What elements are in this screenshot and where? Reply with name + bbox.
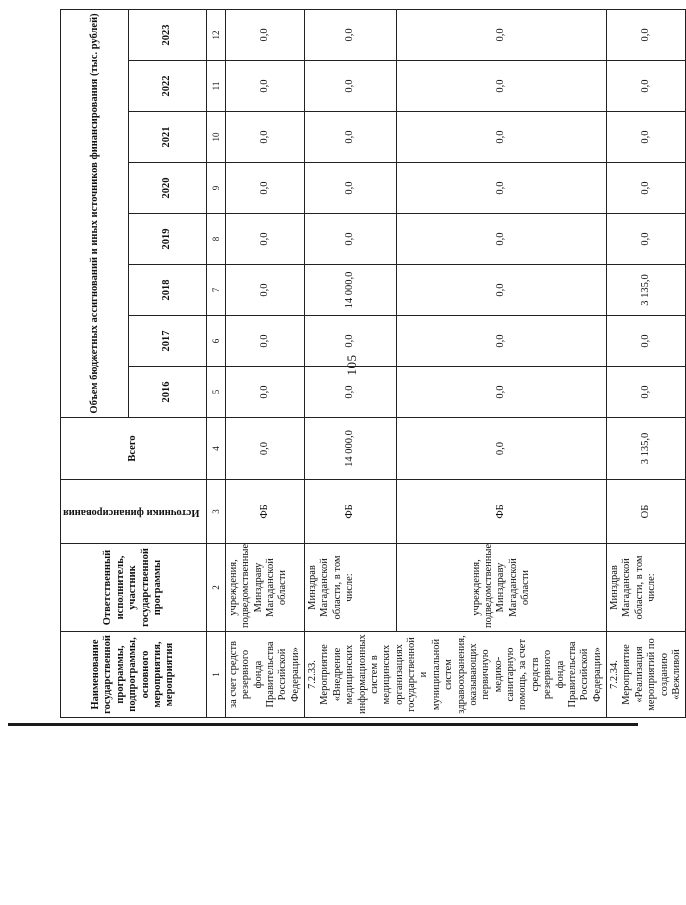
row-source: ФБ — [305, 480, 397, 544]
row-name: 7.2.33. Мероприятие «Внедрение медицинских информационных систем в медицинских организациях государственной и муниципальной систем здравоохранения, оказывающих первичную медико-санитарную помощь, за счет средств резервного фонда Правительства Российской Федерации» — [305, 632, 607, 718]
row-value: 0,0 — [397, 367, 607, 418]
row-value: 0,0 — [225, 265, 304, 316]
row-value: 14 000,0 — [305, 265, 397, 316]
row-source: ФБ — [397, 480, 607, 544]
row-value: 0,0 — [397, 61, 607, 112]
row-value: 0,0 — [397, 265, 607, 316]
row-value: 0,0 — [305, 112, 397, 163]
row-executor: Минздрав Магаданской области, в том числе: — [607, 544, 686, 632]
header-year: 2016 — [129, 367, 206, 418]
row-name: за счет средств резервного фонда Правительства Российской Федерации» — [225, 632, 304, 718]
row-value: 0,0 — [607, 61, 686, 112]
header-year: 2021 — [129, 112, 206, 163]
column-number: 10 — [206, 112, 225, 163]
column-number: 11 — [206, 61, 225, 112]
header-year: 2020 — [129, 163, 206, 214]
row-value: 0,0 — [397, 214, 607, 265]
row-source: ФБ — [225, 480, 304, 544]
header-year: 2019 — [129, 214, 206, 265]
header-year: 2022 — [129, 61, 206, 112]
row-name: 7.2.34. Мероприятие «Реализация мероприятий по созданию «Вежливой — [607, 632, 686, 718]
header-year: 2018 — [129, 265, 206, 316]
row-value: 0,0 — [607, 9, 686, 60]
row-value: 0,0 — [305, 367, 397, 418]
row-executor: учреждения, подведомственные Минздраву Магаданской области — [225, 544, 304, 632]
row-value: 0,0 — [607, 214, 686, 265]
page-number: 105 — [344, 354, 359, 376]
row-value: 0,0 — [225, 61, 304, 112]
row-value: 0,0 — [397, 112, 607, 163]
column-number: 6 — [206, 316, 225, 367]
column-number: 7 — [206, 265, 225, 316]
column-number: 4 — [206, 418, 225, 480]
header-executor: Ответственный исполнитель, участник государственной программы — [61, 544, 207, 632]
row-value: 0,0 — [225, 214, 304, 265]
row-value: 0,0 — [397, 163, 607, 214]
column-number: 5 — [206, 367, 225, 418]
header-source-text: Источники финансирования — [63, 506, 200, 518]
table-row — [397, 9, 607, 717]
row-value: 0,0 — [305, 61, 397, 112]
financing-table — [60, 9, 686, 718]
row-value: 0,0 — [397, 9, 607, 60]
table-row — [225, 9, 304, 717]
header-year: 2017 — [129, 316, 206, 367]
page-divider-line — [8, 723, 638, 726]
row-value: 0,0 — [607, 316, 686, 367]
column-number: 3 — [206, 480, 225, 544]
row-total: 0,0 — [225, 418, 304, 480]
header-name: Наименование государственной программы, подпрограммы, основного мероприятия, мероприятия — [61, 632, 207, 718]
row-value: 0,0 — [305, 163, 397, 214]
row-value: 0,0 — [607, 163, 686, 214]
row-value: 0,0 — [305, 9, 397, 60]
row-value: 0,0 — [607, 367, 686, 418]
row-value: 0,0 — [225, 112, 304, 163]
row-value: 0,0 — [225, 316, 304, 367]
row-value: 0,0 — [397, 316, 607, 367]
header-year: 2023 — [129, 9, 206, 60]
row-executor: учреждения, подведомственные Минздраву Магаданской области — [397, 544, 607, 632]
column-number: 9 — [206, 163, 225, 214]
column-number: 1 — [206, 632, 225, 718]
row-executor: Минздрав Магаданской области, в том числе: — [305, 544, 397, 632]
row-source: ОБ — [607, 480, 686, 544]
row-total: 14 000,0 — [305, 418, 397, 480]
table-row — [305, 9, 397, 717]
row-value: 0,0 — [607, 112, 686, 163]
column-number: 8 — [206, 214, 225, 265]
column-number: 12 — [206, 9, 225, 60]
row-value: 0,0 — [305, 316, 397, 367]
row-value: 3 135,0 — [607, 265, 686, 316]
row-total: 3 135,0 — [607, 418, 686, 480]
column-number: 2 — [206, 544, 225, 632]
header-group: Объем бюджетных ассигнований и иных источников финансирования (тыс. рублей) — [61, 9, 129, 417]
rotated-table-wrapper — [60, 10, 682, 718]
column-number-row — [206, 9, 225, 717]
header-source — [61, 480, 207, 544]
row-value: 0,0 — [305, 214, 397, 265]
row-value: 0,0 — [225, 9, 304, 60]
header-total: Всего — [61, 418, 207, 480]
row-total: 0,0 — [397, 418, 607, 480]
row-value: 0,0 — [225, 163, 304, 214]
table-row — [607, 9, 686, 717]
row-value: 0,0 — [225, 367, 304, 418]
